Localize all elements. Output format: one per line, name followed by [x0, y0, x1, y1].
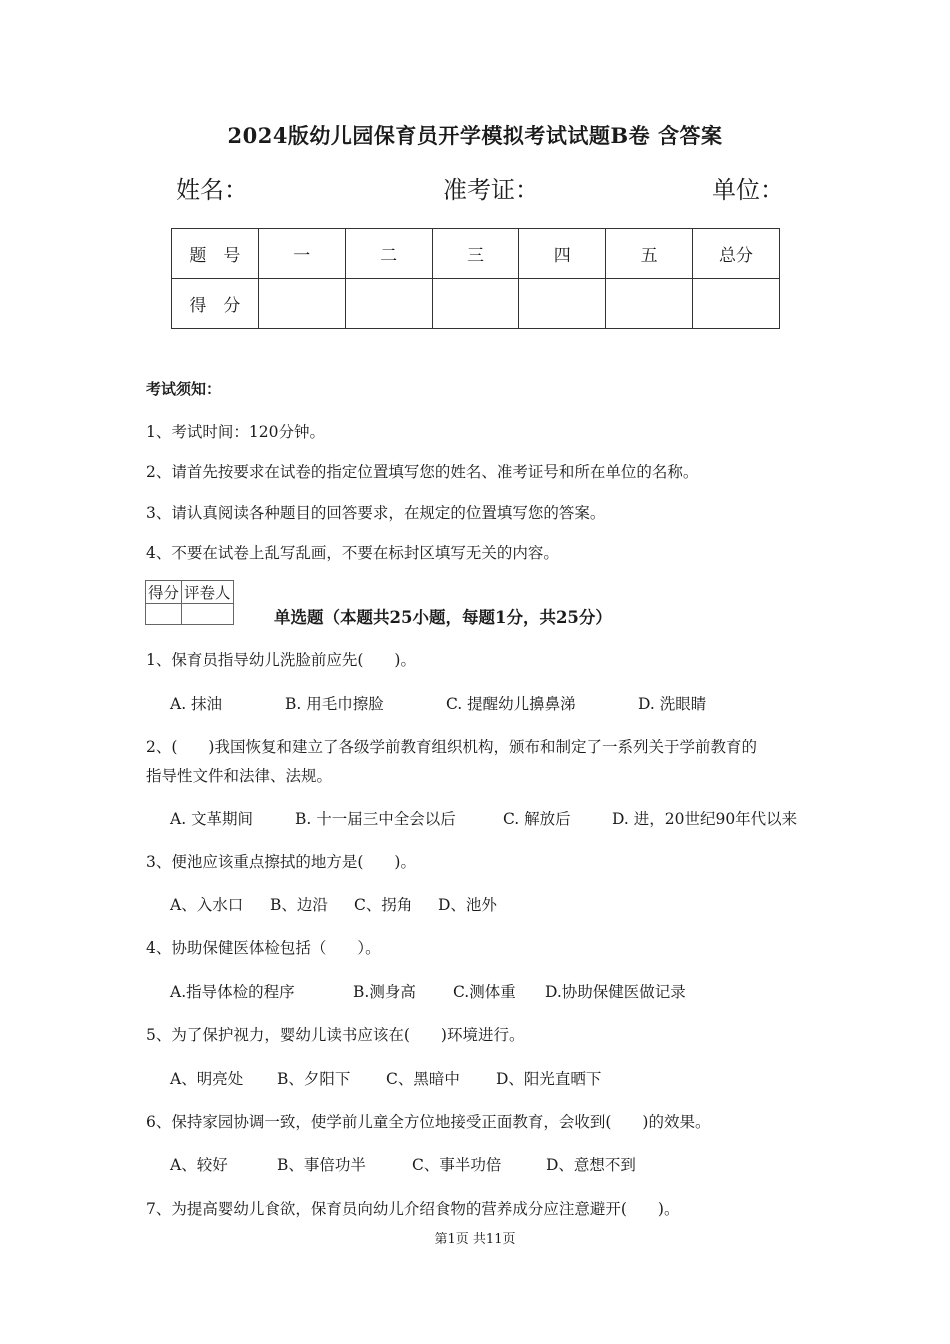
grader-box-score-cell[interactable] [146, 604, 182, 625]
grader-box-grader-cell[interactable] [182, 604, 234, 625]
score-table-cell: 三 [432, 229, 519, 279]
question-stem: 1、保育员指导幼儿洗脸前应先( )。 [146, 651, 416, 669]
grader-box [145, 580, 234, 625]
question-stem: 4、协助保健医体检包括（ ）。 [146, 939, 381, 957]
question-option[interactable]: C. 提醒幼儿擤鼻涕 [446, 695, 576, 713]
question-option[interactable]: A.指导体检的程序 [170, 983, 295, 1001]
question-option[interactable]: A、明亮处 [170, 1070, 244, 1088]
name-field-label: 姓名： [176, 176, 248, 204]
question-option[interactable]: C. 解放后 [503, 810, 571, 828]
exam-id-field-label: 准考证： [443, 176, 539, 204]
question-stem: 5、为了保护视力，婴幼儿读书应该在( )环境进行。 [146, 1026, 525, 1044]
document-title: 2024版幼儿园保育员开学模拟考试试题B卷 含答案 [227, 123, 723, 148]
question-option[interactable]: A. 文革期间 [170, 810, 254, 828]
score-table-cell: 总分 [693, 229, 780, 279]
score-table [171, 228, 780, 329]
question-stem-continued: 指导性文件和法律、法规。 [146, 767, 333, 785]
question-option[interactable]: A. 抹油 [170, 695, 223, 713]
score-input-cell[interactable] [519, 279, 606, 329]
section-title: 单选题（本题共25小题，每题1分，共25分） [274, 608, 612, 627]
question-option[interactable]: D、意想不到 [546, 1156, 636, 1174]
question-stem: 3、便池应该重点擦拭的地方是( )。 [146, 853, 416, 871]
notice-title: 考试须知： [146, 380, 222, 398]
question-option[interactable]: B、事倍功半 [277, 1156, 366, 1174]
question-option[interactable]: B. 用毛巾擦脸 [285, 695, 384, 713]
score-table-cell: 一 [258, 229, 345, 279]
question-option[interactable]: D、阳光直晒下 [496, 1070, 602, 1088]
question-option[interactable]: B.测身高 [353, 983, 416, 1001]
question-stem: 6、保持家园协调一致，使学前儿童全方位地接受正面教育，会收到( )的效果。 [146, 1113, 711, 1131]
score-table-cell: 四 [519, 229, 606, 279]
score-table-header-row [172, 229, 780, 279]
score-input-cell[interactable] [606, 279, 693, 329]
grader-box-grader-label: 评卷人 [182, 581, 234, 604]
question-option[interactable]: D. 洗眼睛 [638, 695, 707, 713]
question-option[interactable]: B、夕阳下 [277, 1070, 351, 1088]
score-input-cell[interactable] [258, 279, 345, 329]
grader-box-score-label: 得分 [146, 581, 182, 604]
score-table-cell: 五 [606, 229, 693, 279]
score-table-cell: 题 号 [172, 229, 259, 279]
notice-item: 4、不要在试卷上乱写乱画，不要在标封区填写无关的内容。 [146, 544, 559, 562]
score-row-label: 得 分 [172, 279, 259, 329]
question-option[interactable]: B. 十一届三中全会以后 [295, 810, 456, 828]
page-footer: 第1页 共11页 [434, 1232, 516, 1247]
question-option[interactable]: C、事半功倍 [412, 1156, 502, 1174]
score-table-cell: 二 [345, 229, 432, 279]
notice-item: 2、请首先按要求在试卷的指定位置填写您的姓名、准考证号和所在单位的名称。 [146, 463, 699, 481]
notice-item: 3、请认真阅读各种题目的回答要求，在规定的位置填写您的答案。 [146, 504, 606, 522]
question-option[interactable]: C、拐角 [354, 896, 413, 914]
question-option[interactable]: D.协助保健医做记录 [545, 983, 686, 1001]
score-input-cell[interactable] [693, 279, 780, 329]
question-option[interactable]: B、边沿 [270, 896, 328, 914]
notice-item: 1、考试时间：120分钟。 [146, 423, 325, 441]
question-option[interactable]: D、池外 [438, 896, 497, 914]
score-input-cell[interactable] [345, 279, 432, 329]
question-option[interactable]: C.测体重 [453, 983, 516, 1001]
question-option[interactable]: A、入水口 [170, 896, 244, 914]
score-table-score-row [172, 279, 780, 329]
score-input-cell[interactable] [432, 279, 519, 329]
question-option[interactable]: C、黑暗中 [386, 1070, 460, 1088]
question-stem: 2、( )我国恢复和建立了各级学前教育组织机构，颁布和制定了一系列关于学前教育的 [146, 738, 757, 756]
question-option[interactable]: A、较好 [170, 1156, 228, 1174]
question-stem: 7、为提高婴幼儿食欲，保育员向幼儿介绍食物的营养成分应注意避开( )。 [146, 1200, 680, 1218]
question-option[interactable]: D. 进，20世纪90年代以来 [612, 810, 798, 828]
unit-field-label: 单位： [712, 176, 784, 204]
